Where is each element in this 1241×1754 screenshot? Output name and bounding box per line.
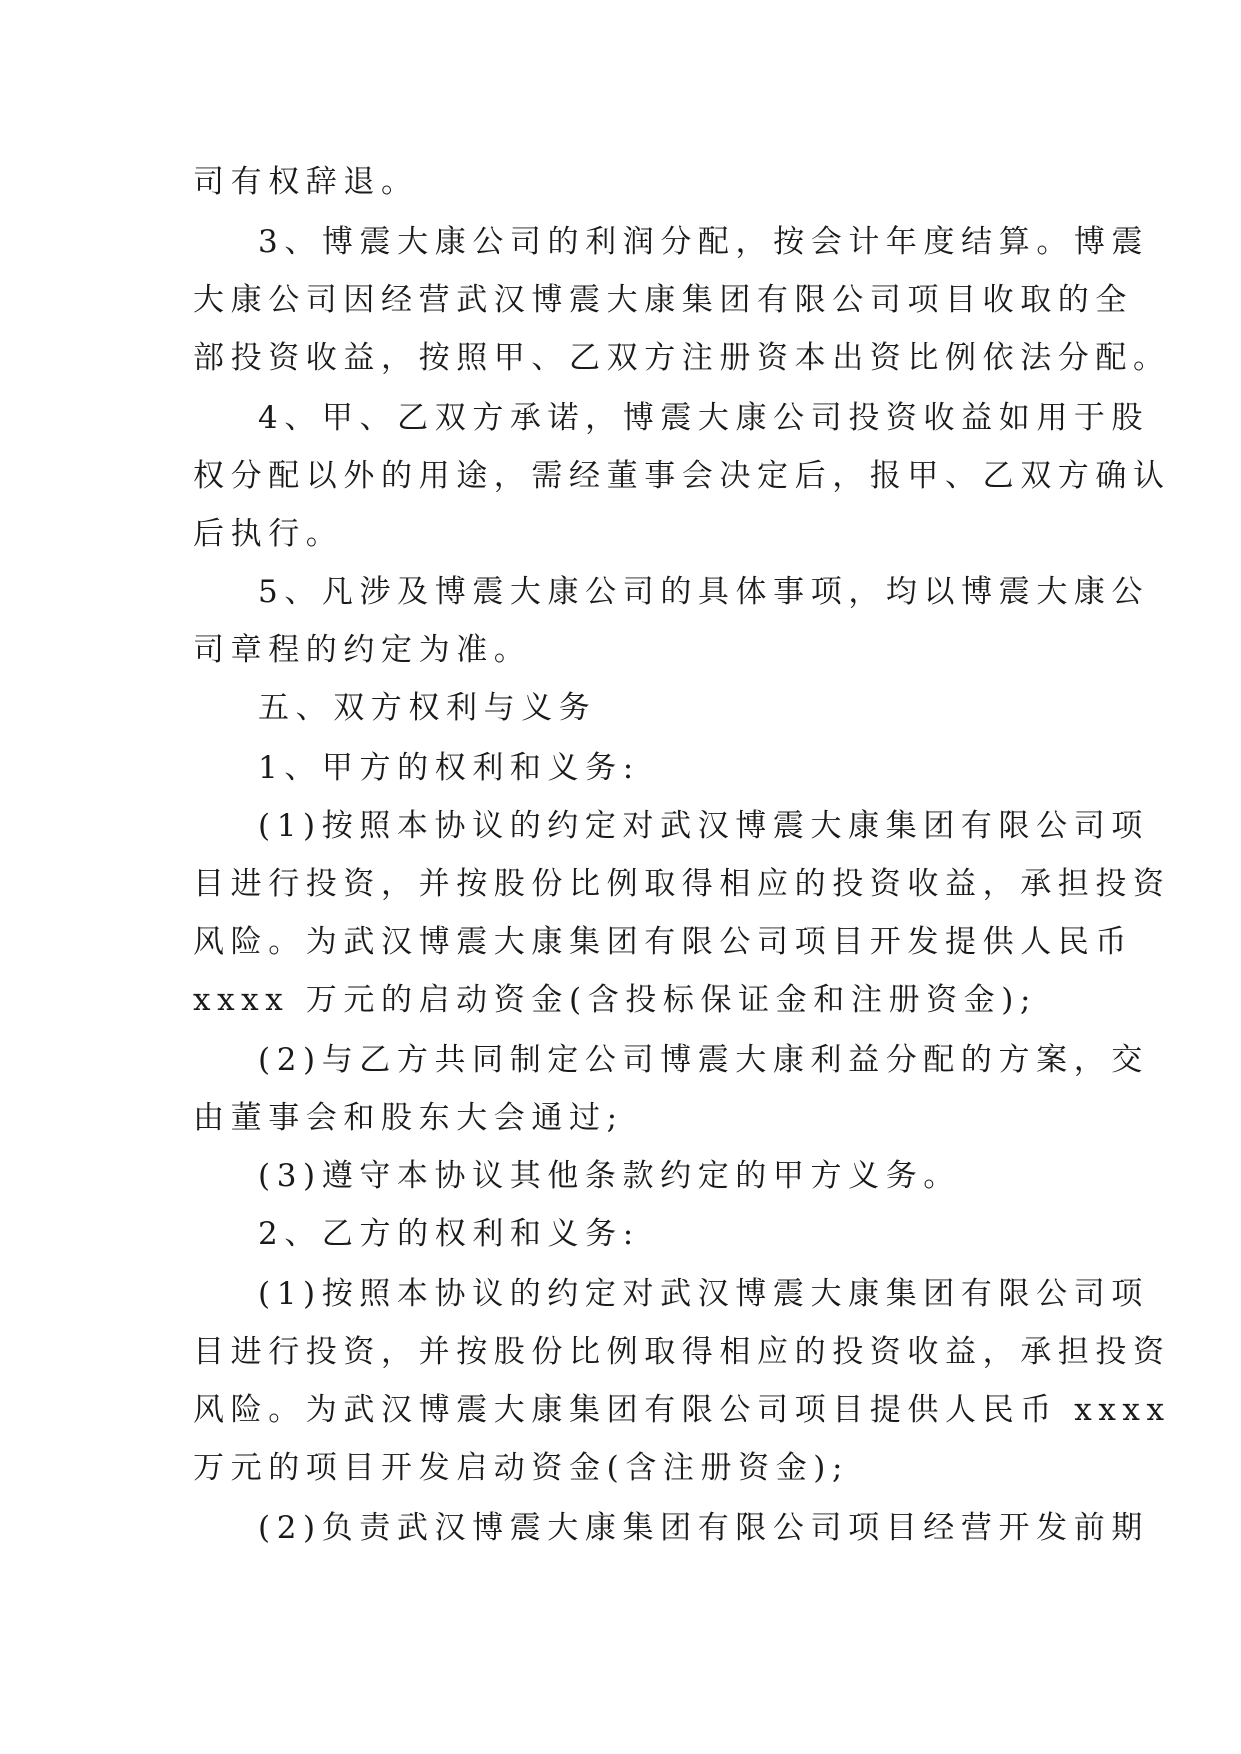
text-line: (2)与乙方共同制定公司博震大康利益分配的方案，交 <box>258 1042 1149 1078</box>
text-line: 5、凡涉及博震大康公司的具体事项，均以博震大康公 <box>258 574 1150 610</box>
text-line: (2)负责武汉博震大康集团有限公司项目经营开发前期 <box>258 1510 1149 1546</box>
text-line: 风险。为武汉博震大康集团有限公司项目开发提供人民币 <box>193 924 1133 960</box>
text-line: (3)遵守本协议其他条款约定的甲方义务。 <box>258 1158 961 1194</box>
section-heading: 五、双方权利与义务 <box>258 690 597 726</box>
text-line: 部投资收益，按照甲、乙双方注册资本出资比例依法分配。 <box>193 340 1171 376</box>
text-line: (1)按照本协议的约定对武汉博震大康集团有限公司项 <box>258 1276 1149 1312</box>
text-line: xxxx 万元的启动资金(含投标保证金和注册资金); <box>193 982 1038 1018</box>
text-line: 权分配以外的用途，需经董事会决定后，报甲、乙双方确认 <box>193 458 1171 494</box>
text-line: 后执行。 <box>193 516 344 552</box>
text-line: 2、乙方的权利和义务: <box>258 1216 640 1252</box>
text-line: 1、甲方的权利和义务: <box>258 750 640 786</box>
text-line: 万元的项目开发启动资金(含注册资金); <box>193 1450 850 1486</box>
text-line: 风险。为武汉博震大康集团有限公司项目提供人民币 xxxx <box>193 1392 1171 1428</box>
text-line: 目进行投资，并按股份比例取得相应的投资收益，承担投资 <box>193 866 1171 902</box>
text-line: (1)按照本协议的约定对武汉博震大康集团有限公司项 <box>258 808 1149 844</box>
text-line: 由董事会和股东大会通过; <box>193 1100 624 1136</box>
text-line: 3、博震大康公司的利润分配，按会计年度结算。博震 <box>258 224 1150 260</box>
text-line: 4、甲、乙双方承诺，博震大康公司投资收益如用于股 <box>258 400 1150 436</box>
text-line: 大康公司因经营武汉博震大康集团有限公司项目收取的全 <box>193 282 1133 318</box>
text-line: 司章程的约定为准。 <box>193 632 532 668</box>
text-line: 司有权辞退。 <box>193 164 419 200</box>
text-line: 目进行投资，并按股份比例取得相应的投资收益，承担投资 <box>193 1334 1171 1370</box>
